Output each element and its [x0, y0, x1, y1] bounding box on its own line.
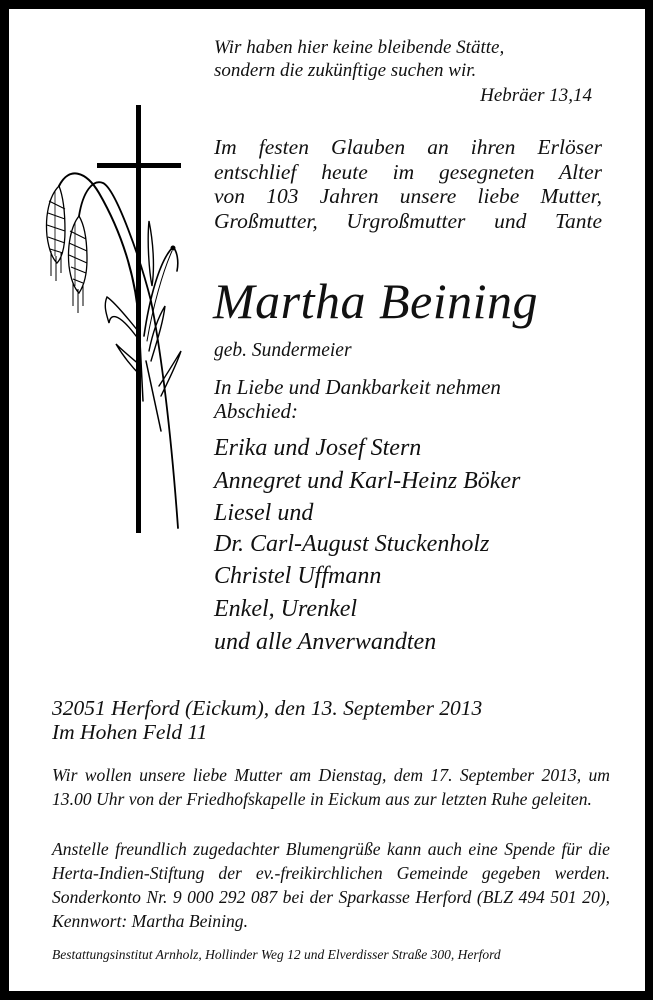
maiden-name: geb. Sundermeier: [214, 340, 352, 361]
mourners-list: [214, 432, 520, 659]
motto-quote: [214, 36, 504, 82]
intro-line: Großmutter, Urgroßmutter und Tante: [214, 208, 602, 233]
mourner-entry: Christel Uffmann: [214, 563, 382, 589]
place-and-date: [52, 696, 482, 744]
donation-info: Anstelle freundlich zugedachter Blumengrüße kann auch eine Spende für die Herta-Indien-Stiftung der ev.-freikirchlichen Gemeinde gegeben werden. Sonderkonto Nr. 9 000 292 087 bei der Sparkasse Herford (BLZ 494 501 20), Kennwort: Martha Beining.: [52, 839, 610, 931]
mourner-entry: Annegret und Karl-Heinz Böker: [214, 468, 521, 494]
obituary-notice: [9, 9, 645, 991]
mourner-entry: Dr. Carl-August Stuckenholz: [214, 531, 490, 557]
farewell-line: In Liebe und Dankbarkeit nehmen: [214, 375, 501, 399]
deceased-name: Martha Beining: [213, 273, 539, 329]
intro-line: von 103 Jahren unsere liebe Mutter,: [214, 184, 602, 208]
farewell-text: [214, 375, 501, 423]
funeral-info: Wir wollen unsere liebe Mutter am Dienstag, dem 17. September 2013, um 13.00 Uhr von der Friedhofskapelle in Eickum aus zur letzten Ruhe geleiten.: [52, 765, 610, 809]
mourner-entry: Enkel, Urenkel: [214, 596, 358, 622]
address-line: Im Hohen Feld 11: [52, 720, 208, 744]
funeral-home-footer: Bestattungsinstitut Arnholz, Hollinder Weg 12 und Elverdisser Straße 300, Herford: [52, 947, 501, 962]
motto-reference: Hebräer 13,14: [480, 85, 592, 106]
motto-line: Wir haben hier keine bleibende Stätte,: [214, 37, 505, 58]
mourner-entry: und alle Anverwandten: [214, 629, 437, 655]
place-date-line: 32051 Herford (Eickum), den 13. September 2013: [52, 696, 483, 720]
farewell-line: Abschied:: [214, 399, 298, 423]
cross-with-wheat-icon: [31, 101, 211, 541]
intro-line: Im festen Glauben an ihren Erlöser: [214, 135, 602, 159]
mourner-entry: Erika und Josef Stern: [214, 435, 422, 461]
intro-text: [214, 135, 602, 233]
intro-line: entschlief heute im gesegneten Alter: [214, 159, 602, 184]
mourner-entry: Liesel und: [214, 500, 314, 526]
motto-line: sondern die zukünftige suchen wir.: [214, 60, 477, 81]
